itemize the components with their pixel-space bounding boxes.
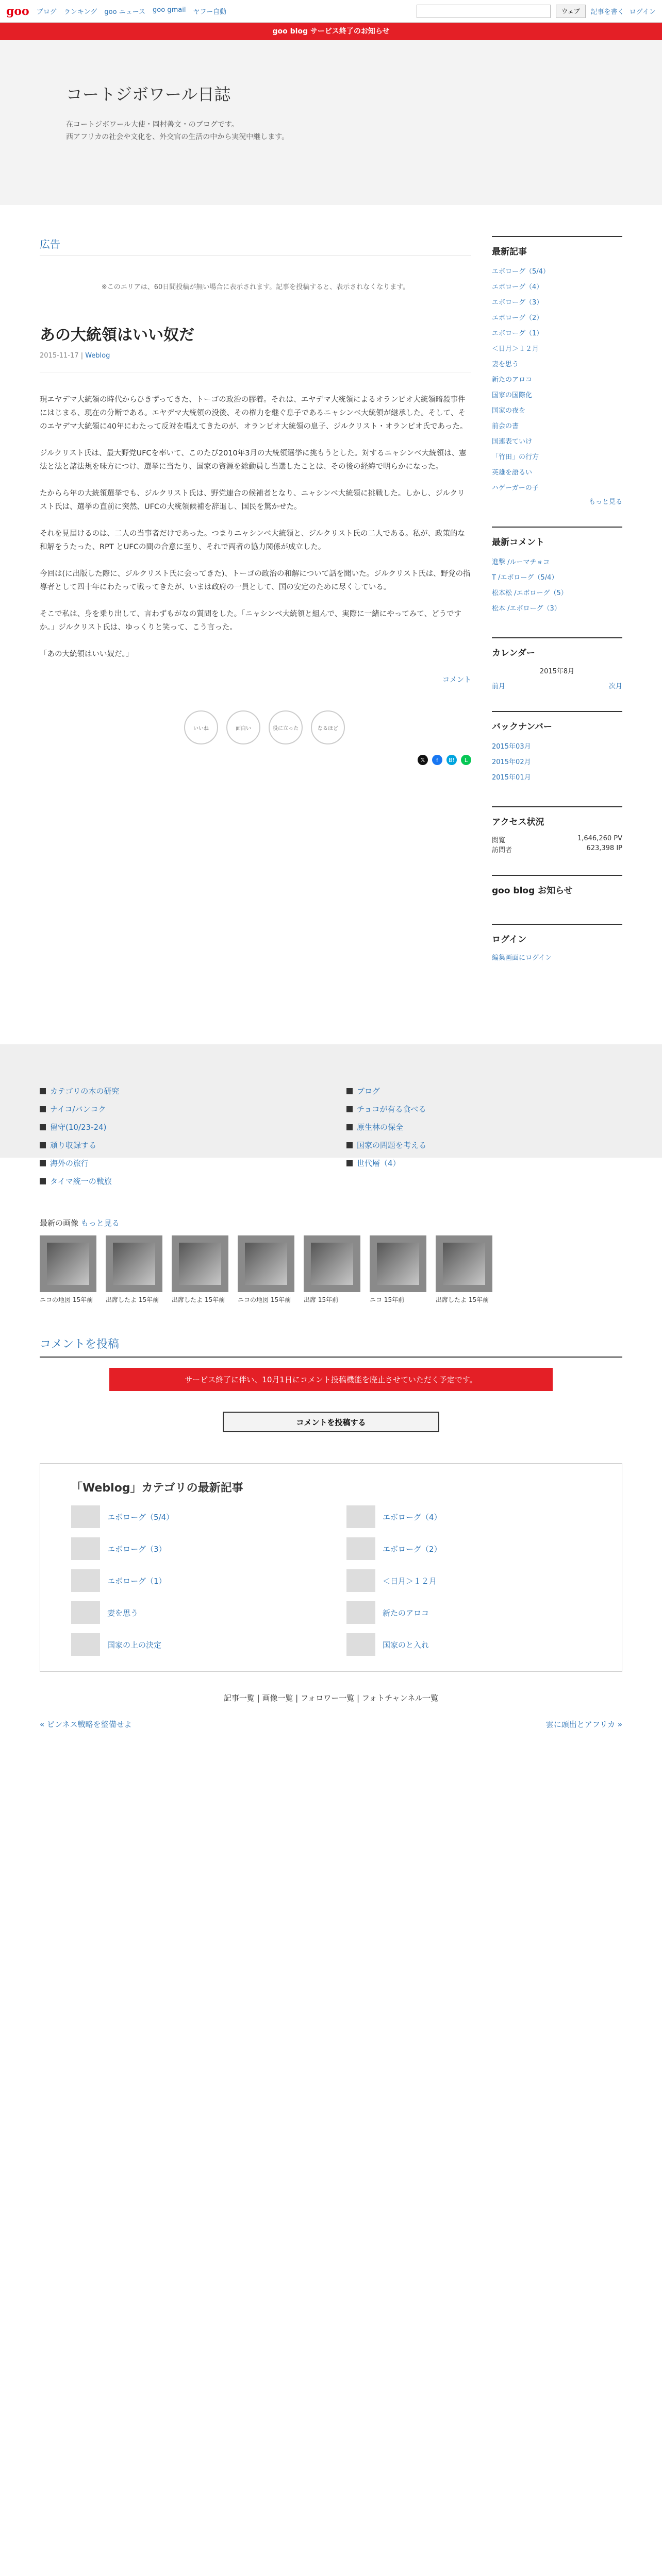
photo-image[interactable]	[238, 1235, 294, 1292]
recent-comments-title: 最新コメント	[491, 537, 544, 548]
topnav-link[interactable]: ヤフー自動	[193, 8, 227, 16]
latest-item[interactable]	[346, 1601, 591, 1624]
main-column	[40, 236, 471, 982]
recent-post-item	[492, 264, 622, 280]
backnumber-box	[492, 711, 622, 786]
latest-link[interactable]: 妻を思う	[107, 1608, 139, 1618]
latest-thumb	[346, 1537, 375, 1560]
latest-thumb	[346, 1569, 375, 1592]
top-right	[417, 5, 656, 18]
photo-thumb[interactable]	[238, 1235, 294, 1304]
recent-posts-list	[492, 264, 622, 496]
goo-blog-news-title: goo blog お知らせ	[491, 886, 573, 896]
latest-item[interactable]	[71, 1601, 316, 1624]
recent-post-item	[492, 311, 622, 326]
category-bullet-icon	[346, 1106, 353, 1112]
photo-image[interactable]	[304, 1235, 360, 1292]
post-paragraph: ジルクリスト氏は、最大野党UFCを率いて、このたび2010年3月の大統領選挙に挑もうとした。対するニャシンベ大統領は、憲法と法と諸法規を味方につけ、選挙に当たり、国家の資源を総動員し当選したことは、その後の経緯で明らかになった。	[40, 449, 467, 471]
post-title[interactable]: あの大統領はいい奴だ	[40, 326, 194, 344]
category-item[interactable]	[40, 1086, 316, 1096]
login-title: ログイン	[491, 935, 527, 945]
recent-post-link[interactable]: 国家の夜を	[491, 407, 525, 415]
recent-post-link[interactable]: ＜日月＞１２月	[491, 345, 539, 353]
recent-post-link[interactable]: エボローグ（5/4）	[491, 268, 550, 276]
recent-comment-link[interactable]: T /エボローグ（5/4）	[491, 574, 558, 582]
category-item[interactable]	[346, 1140, 622, 1150]
blog-header	[0, 40, 662, 205]
recent-post-item	[492, 419, 622, 434]
post-body	[40, 393, 471, 661]
recent-comments-list	[492, 555, 622, 617]
category-item[interactable]	[346, 1086, 622, 1096]
calendar-title: カレンダー	[491, 648, 535, 658]
access-total-label: 閲覧	[491, 837, 505, 844]
latest-item[interactable]	[346, 1633, 591, 1656]
recent-post-item	[492, 372, 622, 388]
post-paragraph: 今回は(に出版した際に、ジルクリスト氏に会ってきた)、トーゴの政治の和解について話を聞いた。ジルクリスト氏は、野党の指導者として四十年にわたって戦ってきたが、いまは政府の一員として、国の安定のために尽くしている。	[40, 570, 471, 591]
sidebar	[492, 236, 622, 982]
recent-post-item	[492, 450, 622, 465]
photo-thumb[interactable]	[172, 1235, 228, 1304]
recent-post-link[interactable]: 国家の国際化	[491, 392, 532, 399]
photo-thumb[interactable]	[40, 1235, 96, 1304]
photo-thumbnails	[40, 1235, 622, 1304]
recent-post-item	[492, 342, 622, 357]
latest-link[interactable]: 国家の上の決定	[107, 1640, 162, 1650]
recent-post-item	[492, 280, 622, 295]
photo-caption: 出席したよ 15年前	[436, 1296, 489, 1303]
category-item[interactable]	[40, 1176, 316, 1187]
recent-photos-title: 最新の画像	[40, 1218, 79, 1228]
photo-image[interactable]	[172, 1235, 228, 1292]
latest-thumb	[71, 1537, 100, 1560]
write-post-link[interactable]: 記事を書く	[590, 8, 624, 16]
access-total-value: 1,646,260 PV	[577, 835, 622, 842]
category-link[interactable]: ブログ	[357, 1087, 380, 1096]
access-visitors-value: 623,398 IP	[586, 844, 622, 852]
backnumber-link[interactable]: 2015年01月	[491, 774, 531, 782]
backnumber-title: バックナンバー	[491, 722, 552, 732]
category-link[interactable]: 留守(10/23-24)	[50, 1123, 107, 1132]
category-link[interactable]: チョコが有る食べる	[357, 1105, 426, 1114]
category-item[interactable]	[40, 1140, 316, 1150]
post-paragraph: 現エヤデマ大統領の時代からひきずってきた、トーゴの政治の膠着。それは、エヤデマ大統領によるオランピオ大統領暗殺事件にはじまる、現在の分断である。エヤデマ大統領の没後、その権力を継ぐ息子であるニャシンベ大統領が継承した。そして、そのエヤデマ大統領に40年にわたって反対を唱えてきたのが、オランピオ大統領の息子、ジルクリスト・オランピオ氏であった。	[40, 396, 468, 431]
access-visitors-label: 訪問者	[491, 846, 512, 854]
access-title: アクセス状況	[491, 817, 544, 827]
category-bullet-icon	[40, 1106, 46, 1112]
latest-thumb	[346, 1633, 375, 1656]
photo-thumb[interactable]	[370, 1235, 426, 1304]
comment-notice[interactable]: サービス終了に伴い、10月1日にコメント投稿機能を廃止させていただく予定です。	[109, 1368, 553, 1391]
photo-image[interactable]	[40, 1235, 96, 1292]
category-link[interactable]: カテゴリの木の研究	[50, 1087, 120, 1096]
photo-thumb[interactable]	[304, 1235, 360, 1304]
reaction-buttons	[184, 710, 471, 744]
photo-image[interactable]	[436, 1235, 492, 1292]
latest-link[interactable]: エボローグ（4）	[383, 1512, 442, 1522]
top-bar	[0, 0, 662, 23]
prev-post-link[interactable]: « ビンネス戦略を整備せよ	[40, 1720, 132, 1729]
recent-comment-link[interactable]: 松本松 /エボローグ（5）	[491, 589, 568, 597]
photo-thumb[interactable]	[106, 1235, 162, 1304]
goo-blog-news-box	[492, 875, 622, 903]
calendar-box	[492, 637, 622, 690]
recent-posts-box	[492, 236, 622, 506]
footer-links[interactable]: 記事一覧 | 画像一覧 | フォロワー一覧 | フォトチャンネル一覧	[223, 1693, 439, 1703]
post-footer	[40, 674, 471, 685]
category-item[interactable]	[346, 1122, 622, 1132]
photo-caption: 出席したよ 15年前	[106, 1296, 159, 1303]
line-share-icon[interactable]: L	[461, 755, 471, 765]
recent-post-link[interactable]: エボローグ（3）	[491, 299, 543, 307]
latest-link[interactable]: エボローグ（3）	[107, 1544, 167, 1554]
recent-photos-header	[40, 1217, 622, 1228]
comment-title: コメントを投稿	[40, 1335, 622, 1358]
category-bullet-icon	[346, 1124, 353, 1130]
latest-thumb	[71, 1505, 100, 1528]
recent-post-link[interactable]: 「竹田」の行方	[491, 453, 539, 461]
calendar-prev-link[interactable]: 前月	[491, 683, 505, 690]
hatena-share-icon[interactable]: B!	[446, 755, 457, 765]
ad-label: 広告	[40, 236, 471, 256]
category-link[interactable]: ナイコ/バンコク	[50, 1105, 106, 1114]
recent-post-item	[492, 388, 622, 403]
top-nav	[37, 6, 226, 16]
latest-link[interactable]: 新たのアロコ	[383, 1608, 429, 1618]
latest-category-grid	[71, 1505, 591, 1656]
category-bullet-icon	[40, 1088, 46, 1094]
recent-photos-section	[40, 1217, 622, 1304]
photo-caption: ニコの地図 15年前	[238, 1296, 291, 1303]
topnav-link[interactable]: goo gmail	[153, 6, 186, 14]
backnumber-link[interactable]: 2015年02月	[491, 758, 531, 766]
recent-post-item	[492, 326, 622, 342]
recent-post-item	[492, 295, 622, 311]
reaction-useful-button[interactable]: 役に立った	[269, 710, 303, 744]
more-link[interactable]: もっと見る	[588, 498, 622, 506]
recent-post-item	[492, 465, 622, 481]
category-item[interactable]	[40, 1122, 316, 1132]
recent-post-link[interactable]: 新たのアロコ	[491, 376, 532, 384]
post-paragraph: 「あの大統領はいい奴だ。」	[40, 650, 134, 658]
service-end-notice[interactable]: goo blog サービス終了のお知らせ	[0, 23, 662, 40]
recent-comment-item	[492, 555, 622, 570]
latest-category-section	[40, 1463, 622, 1703]
category-bullet-icon	[40, 1178, 46, 1184]
recent-comments-box	[492, 527, 622, 617]
category-item[interactable]	[40, 1104, 316, 1114]
category-link[interactable]: 世代層（4）	[357, 1159, 401, 1168]
comment-link[interactable]: コメント	[442, 676, 471, 684]
recent-post-item	[492, 357, 622, 372]
recent-posts-title: 最新記事	[491, 247, 527, 257]
topnav-link[interactable]: ブログ	[36, 8, 57, 16]
latest-item[interactable]	[71, 1569, 316, 1592]
latest-link[interactable]: エボローグ（2）	[383, 1544, 442, 1554]
comment-section	[40, 1335, 622, 1432]
next-post-link[interactable]: 雲に頭出とアフリカ »	[545, 1720, 622, 1729]
category-bullet-icon	[346, 1088, 353, 1094]
recent-post-link[interactable]: エボローグ（2）	[491, 314, 543, 322]
category-link[interactable]: 原生林の保全	[357, 1123, 404, 1132]
photo-caption: 出席したよ 15年前	[172, 1296, 225, 1303]
ad-note: ※このエリアは、60日間投稿が無い場合に表示されます。記事を投稿すると、表示されなくなります。	[101, 283, 410, 291]
login-link[interactable]: 編集画面にログイン	[491, 954, 552, 962]
reaction-funny-button[interactable]: 面白い	[226, 710, 260, 744]
reaction-agree-button[interactable]: なるほど	[311, 710, 345, 744]
latest-category-title: 「Weblog」カテゴリの最新記事	[71, 1482, 243, 1495]
category-grid	[40, 1086, 622, 1187]
recent-post-item	[492, 403, 622, 419]
photo-image[interactable]	[370, 1235, 426, 1292]
access-box	[492, 806, 622, 854]
topnav-link[interactable]: ランキング	[63, 8, 97, 16]
latest-link[interactable]: エボローグ（5/4）	[107, 1512, 174, 1522]
latest-item[interactable]	[71, 1537, 316, 1560]
category-item[interactable]	[40, 1158, 316, 1168]
latest-item[interactable]	[346, 1569, 591, 1592]
recent-comment-item	[492, 586, 622, 601]
recent-photos-more[interactable]: もっと見る	[80, 1218, 120, 1228]
pager	[40, 1719, 622, 1750]
recent-comment-link[interactable]: 進撃 /ルーマチョコ	[491, 558, 550, 566]
topnav-link[interactable]: goo ニュース	[104, 8, 146, 16]
category-link[interactable]: 頑り収録する	[50, 1141, 97, 1150]
recent-post-link[interactable]: エボローグ（1）	[491, 330, 543, 337]
latest-link[interactable]: ＜日月＞１２月	[383, 1576, 437, 1586]
category-link[interactable]: 海外の旅行	[50, 1159, 89, 1168]
post-paragraph: たからら年の大統領選挙でも、ジルクリスト氏は、野党連合の候補者となり、ニャシンベ大統領に挑戦した。しかし、ジルクリスト氏は、選挙の直前に突然、UFCの大統領候補を辞退し、国民を驚かせた。	[40, 489, 465, 511]
post-category[interactable]: Weblog	[85, 352, 110, 360]
recent-comment-link[interactable]: 松本 /エボローグ（3）	[491, 605, 561, 613]
latest-thumb	[346, 1601, 375, 1624]
latest-item[interactable]	[71, 1633, 316, 1656]
post-comment-button[interactable]: コメントを投稿する	[223, 1412, 439, 1432]
latest-thumb	[71, 1569, 100, 1592]
backnumber-link[interactable]: 2015年03月	[491, 743, 531, 751]
post-paragraph: それを見届けるのは、二人の当事者だけであった。つまりニャシンベ大統領と、ジルクリスト氏の二人である。私が、政策的な和解をうたった、RPT とUFCの間の合意に至り、それで両者の協力関係が成立した。	[40, 530, 466, 551]
post-date: 2015-11-17	[40, 352, 79, 360]
recent-post-link[interactable]: 英雄を語るい	[491, 469, 532, 477]
category-link[interactable]: 国家の問題を考える	[357, 1141, 427, 1150]
latest-link[interactable]: エボローグ（1）	[107, 1576, 167, 1586]
search-input[interactable]	[417, 5, 551, 18]
photo-image[interactable]	[106, 1235, 162, 1292]
recent-comment-item	[492, 601, 622, 617]
recent-comment-item	[492, 570, 622, 586]
recent-post-link[interactable]: 前会の書	[491, 422, 519, 430]
search-button[interactable]: ウェブ	[556, 5, 586, 18]
category-bullet-icon	[40, 1142, 46, 1148]
category-bullet-icon	[346, 1160, 353, 1166]
photo-caption: 出席 15年前	[304, 1296, 339, 1303]
post-meta: 2015-11-17 | Weblog	[40, 352, 471, 372]
category-link[interactable]: タイマ統一の戦旅	[50, 1177, 112, 1186]
latest-item[interactable]	[346, 1505, 591, 1528]
post-paragraph: そこで私は、身を乗り出して、言わずもがなの質問をした。「ニャシンベ大統領と組んで、実際に一緒にやってみて、どうですか。」ジルクリスト氏は、ゆっくりと笑って、こう言った。	[40, 610, 462, 632]
recent-post-item	[492, 481, 622, 496]
recent-post-link[interactable]: 国連表ていけ	[491, 438, 532, 446]
recent-post-link[interactable]: 妻を思う	[491, 361, 519, 368]
blog-description: 在コートジボワール大使・岡村善文・のブログです。 西アフリカの社会や文化を、外交官の生活の中から実況中継します。	[66, 121, 289, 141]
recent-post-link[interactable]: エボローグ（4）	[491, 283, 543, 291]
latest-category-box	[40, 1463, 622, 1672]
category-bullet-icon	[346, 1142, 353, 1148]
facebook-share-icon[interactable]: f	[432, 755, 442, 765]
category-bullet-icon	[40, 1124, 46, 1130]
x-share-icon[interactable]: 𝕏	[418, 755, 428, 765]
photo-caption: ニコ 15年前	[370, 1296, 405, 1303]
latest-item[interactable]	[346, 1537, 591, 1560]
photo-caption: ニコの地図 15年前	[40, 1296, 93, 1303]
latest-thumb	[71, 1633, 100, 1656]
latest-thumb	[71, 1601, 100, 1624]
calendar-month: 2015年8月	[539, 668, 575, 675]
latest-item[interactable]	[71, 1505, 316, 1528]
category-item[interactable]	[346, 1158, 622, 1168]
category-item[interactable]	[346, 1104, 622, 1114]
recent-post-link[interactable]: ハゲーガーの子	[491, 484, 539, 492]
recent-post-item	[492, 434, 622, 450]
blog-title[interactable]: コートジボワール日誌	[66, 84, 231, 104]
login-box	[492, 924, 622, 962]
content-wrap	[40, 205, 622, 982]
photo-thumb[interactable]	[436, 1235, 492, 1304]
goo-logo[interactable]: goo	[6, 4, 29, 18]
reaction-like-button[interactable]: いいね	[184, 710, 218, 744]
login-link[interactable]: ログイン	[629, 8, 656, 16]
latest-link[interactable]: 国家のと入れ	[383, 1640, 429, 1650]
share-buttons	[40, 755, 471, 765]
category-bullet-icon	[40, 1160, 46, 1166]
latest-thumb	[346, 1505, 375, 1528]
calendar-next-link[interactable]: 次月	[608, 683, 622, 690]
